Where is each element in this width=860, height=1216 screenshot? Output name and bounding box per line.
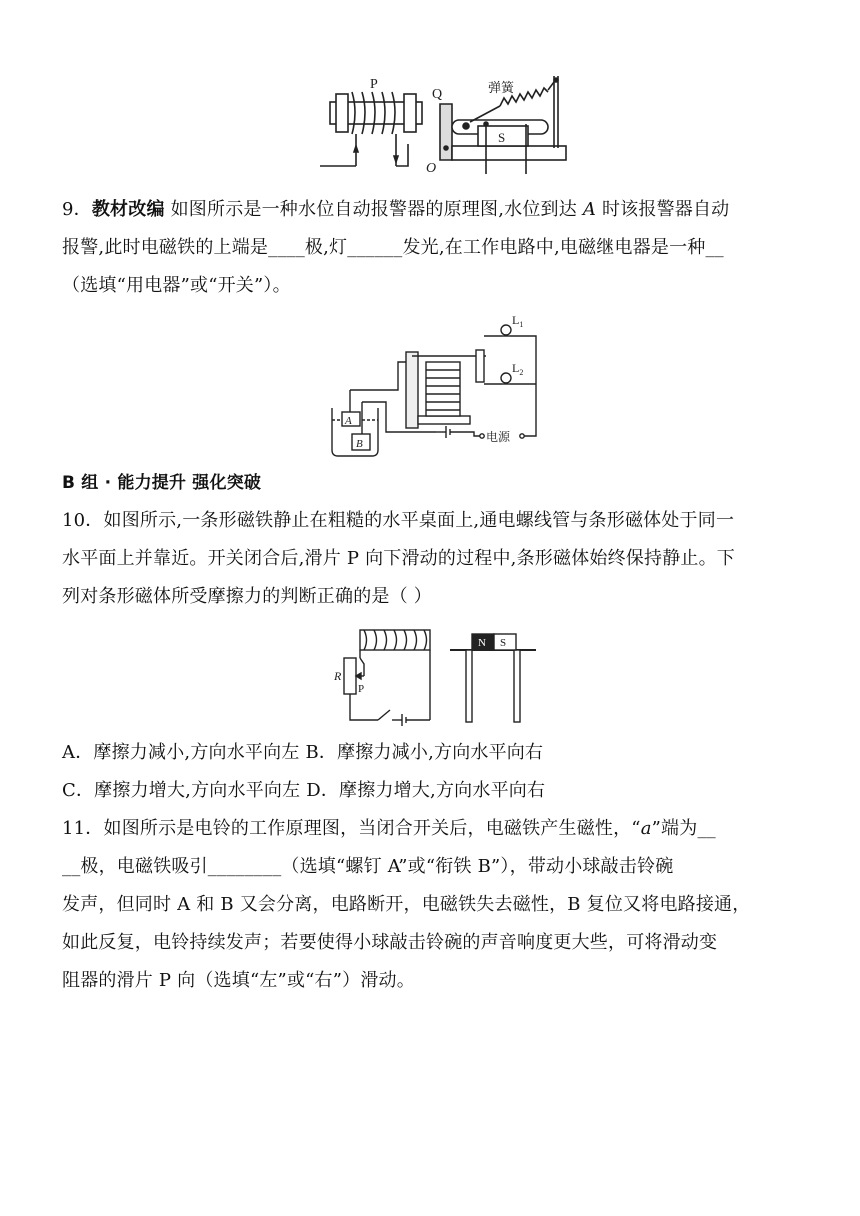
figure-water-alarm — [326, 312, 546, 462]
q11-line-1: 11．如图所示是电铃的工作原理图，当闭合开关后，电磁铁产生磁性，“a”端为__ — [62, 818, 716, 839]
q9-tag: 教材改编 — [91, 199, 165, 220]
q9-line-1: 9．教材改编 如图所示是一种水位自动报警器的原理图,水位到达 A 时该报警器自动 — [62, 199, 730, 220]
label-b: B — [356, 438, 363, 450]
label-s: S — [498, 130, 506, 145]
label-l1: $L_1$ — [512, 313, 524, 329]
label-l2: $L_2$ — [512, 361, 524, 377]
label-n: N — [478, 637, 486, 649]
q11-line-2: __极，电磁铁吸引________（选填“螺钉 A”或“衔铁 B”），带动小球敲击铃碗 — [62, 856, 674, 877]
label-power: 电源 — [486, 430, 511, 444]
figure-relay-spring — [300, 62, 580, 182]
label-q: Q — [432, 87, 443, 102]
label-r: R — [334, 669, 342, 683]
q9-line-2: 报警,此时电磁铁的上端是____极,灯______发光,在工作电路中,电磁继电器是一种__ — [62, 237, 724, 258]
label-spring: 弹簧 — [488, 80, 515, 95]
q11-line-3: 发声，但同时 A 和 B 又会分离，电路断开，电磁铁失去磁性，B 复位又将电路接通， — [62, 894, 751, 915]
label-s: S — [500, 637, 507, 649]
q11-line-4: 如此反复，电铃持续发声；若要使得小球敲击铃碗的声音响度更大些，可将滑动变 — [62, 932, 718, 953]
label-p: P — [358, 683, 365, 695]
q10-options-cd: C．摩擦力增大,方向水平向左 D．摩擦力增大,方向水平向右 — [62, 780, 546, 801]
q10-line-2: 水平面上并靠近。开关闭合后,滑片 P 向下滑动的过程中,条形磁体始终保持静止。下 — [62, 548, 735, 569]
q10-options-ab: A．摩擦力减小,方向水平向左 B．摩擦力减小,方向水平向右 — [62, 742, 544, 763]
q10-line-3: 列对条形磁体所受摩擦力的判断正确的是（ ） — [62, 586, 432, 607]
section-heading: B 组 · 能力提升 强化突破 — [62, 473, 262, 493]
label-a: A — [345, 415, 352, 427]
label-p: P — [370, 77, 378, 92]
q11-line-5: 阻器的滑片 P 向（选填“左”或“右”）滑动。 — [62, 970, 415, 991]
label-o: O — [426, 161, 437, 176]
figure-solenoid-magnet — [330, 624, 540, 728]
q10-line-1: 10．如图所示,一条形磁铁静止在粗糙的水平桌面上,通电螺线管与条形磁体处于同一 — [62, 510, 735, 531]
q9-line-3: （选填“用电器”或“开关”）。 — [62, 275, 291, 296]
